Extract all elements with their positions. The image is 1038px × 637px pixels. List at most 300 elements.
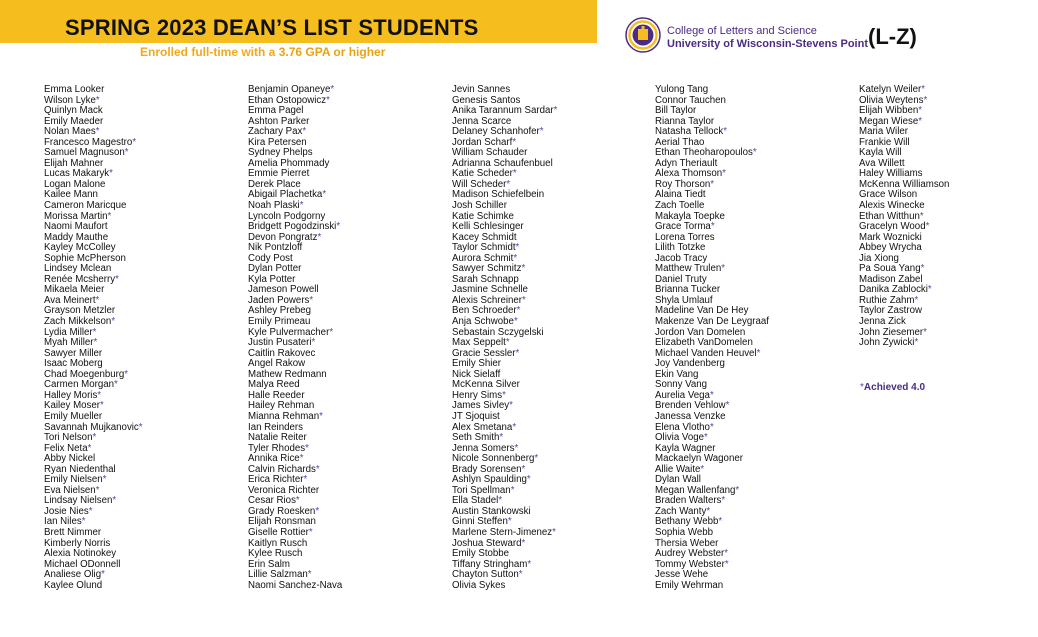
student-name: Erin Salm xyxy=(248,558,290,570)
alphabet-range: (L-Z) xyxy=(868,24,917,49)
student-name: Emily Maeder xyxy=(44,115,104,127)
four-point-star: * xyxy=(527,558,532,570)
student-name: Brianna Tucker xyxy=(655,284,721,296)
four-point-star: * xyxy=(132,136,137,148)
student-name: Kaylee Olund xyxy=(44,579,103,591)
student-name: Kelli Schlesinger xyxy=(452,221,524,233)
student-name: Emily Shier xyxy=(452,358,501,370)
student-name: Nik Pontzloff xyxy=(248,242,303,254)
name-column-3 xyxy=(452,85,557,591)
student-name: Shyla Umlauf xyxy=(655,294,713,306)
student-name: Michael ODonnell xyxy=(44,558,121,570)
student-name: Quinlyn Mack xyxy=(44,105,103,117)
student-name: Yulong Tang xyxy=(655,84,709,95)
student-name: Lyncoln Podgorny xyxy=(248,210,326,222)
student-name: Matthew Trulen* xyxy=(655,263,726,275)
four-point-star: * xyxy=(914,337,919,349)
student-name: Joshua Steward* xyxy=(452,537,526,549)
student-name: Dylan Potter xyxy=(248,263,302,275)
student-name: Elijah Mahner xyxy=(44,157,104,169)
student-name: Justin Pusateri* xyxy=(248,337,316,349)
four-point-star: * xyxy=(329,326,334,338)
four-point-star: * xyxy=(506,178,511,190)
student-name: Henry Sims* xyxy=(452,389,506,401)
student-name: Annika Rice* xyxy=(248,453,304,465)
student-name: Haley Williams xyxy=(859,168,923,180)
student-name: Mark Woznicki xyxy=(859,231,922,243)
student-name: Ella Stadel* xyxy=(452,495,503,507)
student-name: Roy Thorson* xyxy=(655,178,715,190)
four-point-star: * xyxy=(512,136,517,148)
student-name: Eva Nielsen* xyxy=(44,484,100,496)
four-point-star: * xyxy=(100,400,104,412)
student-name: Adrianna Schaufenbuel xyxy=(452,157,553,169)
four-point-star: * xyxy=(95,294,100,306)
student-name: Kaitlyn Rusch xyxy=(248,537,308,549)
four-point-star: * xyxy=(87,442,92,454)
name-column-1 xyxy=(44,85,143,591)
student-name: Ethan Theoharopoulos* xyxy=(655,147,757,159)
student-name: Hailey Rehman xyxy=(248,400,315,412)
student-name: Lindsay Nielsen* xyxy=(44,495,117,507)
student-name: Derek Place xyxy=(248,178,301,190)
student-name: Emma Looker xyxy=(44,84,105,95)
four-point-star: * xyxy=(498,495,503,507)
four-point-star: * xyxy=(507,516,512,528)
student-name: Aurelia Vega* xyxy=(655,389,714,401)
student-name: Mikaela Meier xyxy=(44,284,105,296)
student-name: Jevin Sannes xyxy=(452,84,511,95)
student-name: Grady Roesken* xyxy=(248,505,320,517)
four-point-star: * xyxy=(718,516,723,528)
student-name: Jordon Van Domelen xyxy=(655,326,746,338)
four-point-star: * xyxy=(724,558,729,570)
student-name: Katelyn Weiler* xyxy=(859,84,926,95)
student-name: Grace Wilson xyxy=(859,189,918,201)
student-name: Frankie Will xyxy=(859,136,910,148)
student-name: Elijah Wibben* xyxy=(859,105,923,117)
four-point-star: * xyxy=(925,221,930,233)
four-point-star: * xyxy=(305,442,309,454)
student-name: Francesco Magestro* xyxy=(44,136,137,148)
student-name: Jacob Tracy xyxy=(655,252,708,264)
four-point-star: * xyxy=(927,284,932,296)
student-name: Olivia Voge* xyxy=(655,432,708,444)
student-name: Ethan Ostopowicz* xyxy=(248,94,330,106)
four-point-star: * xyxy=(81,516,86,528)
student-name: Sydney Phelps xyxy=(248,147,313,159)
four-point-star: * xyxy=(309,294,314,306)
student-name: Madeline Van De Hey xyxy=(655,305,749,317)
four-point-star: * xyxy=(552,526,556,538)
student-name: Kylee Rusch xyxy=(248,548,303,560)
student-name: Kayla Wagner xyxy=(655,442,716,454)
student-name: Ashley Prebeg xyxy=(248,305,312,317)
student-name: Tiffany Stringham* xyxy=(452,558,532,570)
four-point-star: * xyxy=(919,210,924,222)
student-name: Elizabeth VanDomelen xyxy=(655,337,753,349)
student-name: Brett Nimmer xyxy=(44,526,102,538)
student-name: Emily Wehrman xyxy=(655,579,724,591)
student-name: Savannah Mujkanovic* xyxy=(44,421,143,433)
student-name: Josie Nies* xyxy=(44,505,93,517)
four-point-star: * xyxy=(512,421,517,433)
student-name: Sonny Vang xyxy=(655,379,708,391)
student-name: Natasha Tellock* xyxy=(655,126,727,138)
four-point-star: * xyxy=(315,463,320,475)
student-name: Dylan Wall xyxy=(655,474,701,486)
student-name: Jenna Somers* xyxy=(452,442,519,454)
student-name: Kacey Schmidt xyxy=(452,231,517,243)
student-name: Tori Nelson* xyxy=(44,432,97,444)
student-name: Kyle Pulvermacher* xyxy=(248,326,334,338)
student-name: Joy Vandenberg xyxy=(655,358,725,370)
four-point-star: * xyxy=(725,400,730,412)
four-point-star: * xyxy=(319,410,323,422)
four-point-star: * xyxy=(299,453,304,465)
student-name: Maria Wiler xyxy=(859,126,908,138)
four-point-star: * xyxy=(724,548,729,560)
student-name: Emmie Pierret xyxy=(248,168,310,180)
four-point-star: * xyxy=(95,126,100,138)
name-column-2 xyxy=(248,85,342,591)
four-point-star: * xyxy=(308,526,313,538)
four-point-star: * xyxy=(921,84,926,95)
four-point-star: * xyxy=(336,221,341,233)
four-point-star: * xyxy=(704,432,708,444)
student-name: Allie Waite* xyxy=(655,463,705,475)
student-name: Bridgett Pogodzinski* xyxy=(248,221,341,233)
four-point-star: * xyxy=(299,200,304,212)
student-name: Marlene Stern-Jimenez* xyxy=(452,526,556,538)
student-name: Daniel Truty xyxy=(655,273,707,285)
four-point-star: * xyxy=(88,505,93,517)
student-name: McKenna Williamson xyxy=(859,178,950,190)
student-name: Myah Miller* xyxy=(44,337,98,349)
student-name: William Schauder xyxy=(452,147,528,159)
four-point-star: * xyxy=(502,389,506,401)
student-name: Sawyer Miller xyxy=(44,347,103,359)
student-name: Bill Taylor xyxy=(655,105,697,117)
student-name: Grayson Metzler xyxy=(44,305,116,317)
student-name: Kyla Potter xyxy=(248,273,296,285)
student-name: Renée Mcsherry* xyxy=(44,273,119,285)
subtitle-prefix: Enrolled full-time with a xyxy=(140,45,279,59)
student-name: Ginni Steffen* xyxy=(452,516,512,528)
student-name: Emily Primeau xyxy=(248,316,311,328)
student-name: Jameson Powell xyxy=(248,284,319,296)
four-point-star: * xyxy=(721,495,726,507)
student-name: Aerial Thao xyxy=(655,136,705,148)
student-name: Cesar Rios* xyxy=(248,495,300,507)
legend-label: Achieved 4.0 xyxy=(863,382,926,393)
student-name: John Zywicki* xyxy=(859,337,919,349)
four-point-star: * xyxy=(111,316,116,328)
student-name: Lydia Miller* xyxy=(44,326,97,338)
student-name: Lindsey Mclean xyxy=(44,263,112,275)
four-point-star: * xyxy=(514,442,519,454)
student-name: Samuel Magnuson* xyxy=(44,147,129,159)
page-title: SPRING 2023 DEAN’S LIST STUDENTS xyxy=(65,15,479,40)
four-point-star: * xyxy=(521,537,526,549)
student-name: Mackaelyn Wagoner xyxy=(655,453,743,465)
student-name: Alexis Winecke xyxy=(859,200,925,212)
student-name: Jaden Powers* xyxy=(248,294,314,306)
student-name: Thersia Weber xyxy=(655,537,719,549)
student-name: Pa Soua Yang* xyxy=(859,263,925,275)
student-name: Ian Niles* xyxy=(44,516,86,528)
four-point-star: * xyxy=(499,432,504,444)
student-name: Chad Moegenburg* xyxy=(44,368,129,380)
four-point-star: * xyxy=(709,421,714,433)
student-name: Zach Mikkelson* xyxy=(44,316,116,328)
four-point-star: * xyxy=(311,337,316,349)
four-point-star: * xyxy=(710,178,715,190)
student-name: Angel Rakow xyxy=(248,358,306,370)
four-point-star: * xyxy=(138,421,143,433)
four-point-star: * xyxy=(124,147,129,159)
student-name: Makenze Van De Leygraaf xyxy=(655,316,769,328)
student-name: Connor Tauchen xyxy=(655,94,726,106)
student-name: Zach Wanty* xyxy=(655,505,711,517)
four-point-star: * xyxy=(114,379,118,391)
student-name: Madison Schiefelbein xyxy=(452,189,545,201)
student-name: Veronica Richter xyxy=(248,484,320,496)
four-point-star: * xyxy=(512,168,517,180)
four-point-star: * xyxy=(295,495,300,507)
student-name: Jesse Wehe xyxy=(655,569,709,581)
student-name: Amelia Phommady xyxy=(248,157,330,169)
student-name: Naomi Maufort xyxy=(44,221,108,233)
student-name: Delaney Schanhofer* xyxy=(452,126,544,138)
four-point-star: * xyxy=(505,337,510,349)
student-name: Logan Malone xyxy=(44,178,106,190)
four-point-star: * xyxy=(539,126,544,138)
four-point-star: * xyxy=(515,242,520,254)
student-name: Cody Post xyxy=(248,252,293,264)
legend-star: * xyxy=(860,382,864,393)
student-name: Sebastain Sczygelski xyxy=(452,326,544,338)
student-name: Sarah Schnapp xyxy=(452,273,519,285)
student-name: Megan Wallenfang* xyxy=(655,484,740,496)
four-point-star: * xyxy=(521,263,526,275)
four-point-star: * xyxy=(112,495,117,507)
student-name: Halle Reeder xyxy=(248,389,305,401)
four-point-star: * xyxy=(115,273,119,285)
student-name: Anja Schwobe* xyxy=(452,316,518,328)
four-point-star: * xyxy=(709,389,714,401)
student-name: Adyn Theriault xyxy=(655,157,718,169)
student-name: Ben Schroeder* xyxy=(452,305,521,317)
four-point-star: * xyxy=(920,263,925,275)
four-point-star: * xyxy=(710,221,715,233)
four-point-star: * xyxy=(307,569,312,581)
student-name: Bethany Webb* xyxy=(655,516,723,528)
student-name: Giselle Rottier* xyxy=(248,526,313,538)
student-name: Ruthie Zahm* xyxy=(859,294,919,306)
student-name: Lorena Torres xyxy=(655,231,715,243)
four-point-star: * xyxy=(330,84,335,95)
student-name: Jordan Scharf* xyxy=(452,136,517,148)
student-name: Ryan Niedenthal xyxy=(44,463,116,475)
student-name: Jenna Scarce xyxy=(452,115,512,127)
four-point-star: * xyxy=(700,463,705,475)
four-point-star: * xyxy=(706,505,711,517)
four-point-star: * xyxy=(317,231,322,243)
student-name: Katie Schimke xyxy=(452,210,514,222)
student-name: Abigail Plachetka* xyxy=(248,189,327,201)
four-point-star: * xyxy=(92,432,97,444)
four-point-star: * xyxy=(721,263,726,275)
student-name: Ashlyn Spaulding* xyxy=(452,474,531,486)
student-name: Jasmine Schnelle xyxy=(452,284,528,296)
four-point-star: * xyxy=(124,368,129,380)
student-name: Alexa Thomson* xyxy=(655,168,726,180)
student-name: Audrey Webster* xyxy=(655,548,729,560)
student-name: Noah Plaski* xyxy=(248,200,304,212)
student-name: Sophie McPherson xyxy=(44,252,126,264)
four-point-star: * xyxy=(752,147,757,159)
four-point-star: * xyxy=(513,316,518,328)
student-name: Tyler Rhodes* xyxy=(248,442,309,454)
four-point-star: * xyxy=(735,484,740,496)
student-name: Braden Walters* xyxy=(655,495,726,507)
student-name: Brenden Vehlow* xyxy=(655,400,730,412)
student-name: Naomi Sanchez-Nava xyxy=(248,579,343,591)
student-name: Emily Nielsen* xyxy=(44,474,107,486)
four-point-star: * xyxy=(722,168,726,180)
student-name: Abbey Wrycha xyxy=(859,242,922,254)
name-column-5 xyxy=(859,85,949,349)
subtitle-gpa: 3.76 GPA or higher xyxy=(278,45,386,59)
student-name: Ava Willett xyxy=(859,157,905,169)
student-name: Wilson Lyke* xyxy=(44,94,100,106)
student-name: Analiese Olig* xyxy=(44,569,105,581)
student-name: Devon Pongratz* xyxy=(248,231,322,243)
student-name: Zachary Pax* xyxy=(248,126,307,138)
student-name: Emma Pagel xyxy=(248,105,304,117)
four-point-star: * xyxy=(923,326,927,338)
student-name: Rianna Taylor xyxy=(655,115,715,127)
student-name: Seth Smith* xyxy=(452,432,504,444)
student-name: Janessa Venzke xyxy=(655,410,726,422)
student-name: Jia Xiong xyxy=(859,252,899,264)
student-name: Lillie Salzman* xyxy=(248,569,312,581)
student-name: Kira Petersen xyxy=(248,136,307,148)
student-name: Sophia Webb xyxy=(655,526,713,538)
four-point-star: * xyxy=(526,474,531,486)
student-name: Kailee Mann xyxy=(44,189,98,201)
student-name: Malya Reed xyxy=(248,379,300,391)
student-name: JT Sjoquist xyxy=(452,410,500,422)
student-name: Danika Zablocki* xyxy=(859,284,932,296)
four-point-star: * xyxy=(97,389,102,401)
student-name: Tori Spellman* xyxy=(452,484,515,496)
student-name: Max Seppelt* xyxy=(452,337,510,349)
student-name: Kayley McColley xyxy=(44,242,116,254)
student-name: Zach Toelle xyxy=(655,200,705,212)
four-point-star: * xyxy=(510,484,515,496)
student-name: Megan Wiese* xyxy=(859,115,923,127)
student-name: Tommy Webster* xyxy=(655,558,729,570)
student-name: Ava Meinert* xyxy=(44,294,100,306)
four-point-star: * xyxy=(303,474,308,486)
student-name: Michael Vanden Heuvel* xyxy=(655,347,761,359)
student-name: Morissa Martin* xyxy=(44,210,112,222)
four-point-star: * xyxy=(918,115,923,127)
student-name: Gracie Sessler* xyxy=(452,347,520,359)
student-name: Alexis Schreiner* xyxy=(452,294,526,306)
student-name: Josh Schiller xyxy=(452,200,507,212)
student-name: Gracelyn Wood* xyxy=(859,221,930,233)
student-name: Emily Stobbe xyxy=(452,548,510,560)
student-name: Olivia Sykes xyxy=(452,579,506,591)
student-name: Caitlin Rakovec xyxy=(248,347,316,359)
four-point-star: * xyxy=(914,294,919,306)
four-point-star: * xyxy=(302,126,307,138)
student-name: Ethan Witthun* xyxy=(859,210,924,222)
student-name: Benjamin Opaneye* xyxy=(248,84,335,95)
student-name: Grace Torma* xyxy=(655,221,715,233)
student-name: Felix Neta* xyxy=(44,442,92,454)
student-name: Maddy Mauthe xyxy=(44,231,109,243)
student-name: Lilith Totzke xyxy=(655,242,706,254)
student-name: Kimberly Norris xyxy=(44,537,111,549)
four-point-star: * xyxy=(756,347,761,359)
student-name: Cameron Maricque xyxy=(44,200,127,212)
student-name: Mathew Redmann xyxy=(248,368,327,380)
student-name: Anika Tarannum Sardar* xyxy=(452,105,558,117)
four-point-star: * xyxy=(553,105,558,117)
four-point-star: * xyxy=(102,474,107,486)
four-point-star: * xyxy=(723,126,727,138)
student-name: Olivia Weytens* xyxy=(859,94,928,106)
student-name: James Sivley* xyxy=(452,400,513,412)
student-name: Jenna Zick xyxy=(859,316,906,328)
student-name: Isaac Moberg xyxy=(44,358,103,370)
student-name: Will Scheder* xyxy=(452,178,511,190)
four-point-star: * xyxy=(315,505,320,517)
student-name: Genesis Santos xyxy=(452,94,521,106)
student-name: Kayla Will xyxy=(859,147,902,159)
student-name: Nolan Maes* xyxy=(44,126,100,138)
four-point-star: * xyxy=(522,294,526,306)
four-point-star: * xyxy=(107,210,112,222)
four-point-star: * xyxy=(513,252,518,264)
four-point-star: * xyxy=(518,569,523,581)
college-name xyxy=(667,25,868,51)
four-point-star: * xyxy=(93,337,98,349)
student-name: Kailey Moser* xyxy=(44,400,104,412)
college-line-1: College of Letters and Science xyxy=(667,25,817,37)
four-point-star: * xyxy=(534,453,539,465)
student-name: Lucas Makaryk* xyxy=(44,168,113,180)
student-name: Calvin Richards* xyxy=(248,463,320,475)
student-name: Austin Stankowski xyxy=(452,505,531,517)
student-name: Makayla Toepke xyxy=(655,210,725,222)
student-name: Katie Scheder* xyxy=(452,168,517,180)
four-point-star: * xyxy=(101,569,105,581)
student-name: Nicole Sonnenberg* xyxy=(452,453,539,465)
student-name: Sawyer Schmitz* xyxy=(452,263,526,275)
four-point-star: * xyxy=(521,463,526,475)
four-point-star: * xyxy=(92,326,97,338)
student-name: John Ziesemer* xyxy=(859,326,927,338)
student-name: Elijah Ronsman xyxy=(248,516,316,528)
student-name: Chayton Sutton* xyxy=(452,569,523,581)
four-point-star: * xyxy=(95,484,100,496)
student-name: Taylor Zastrow xyxy=(859,305,922,317)
